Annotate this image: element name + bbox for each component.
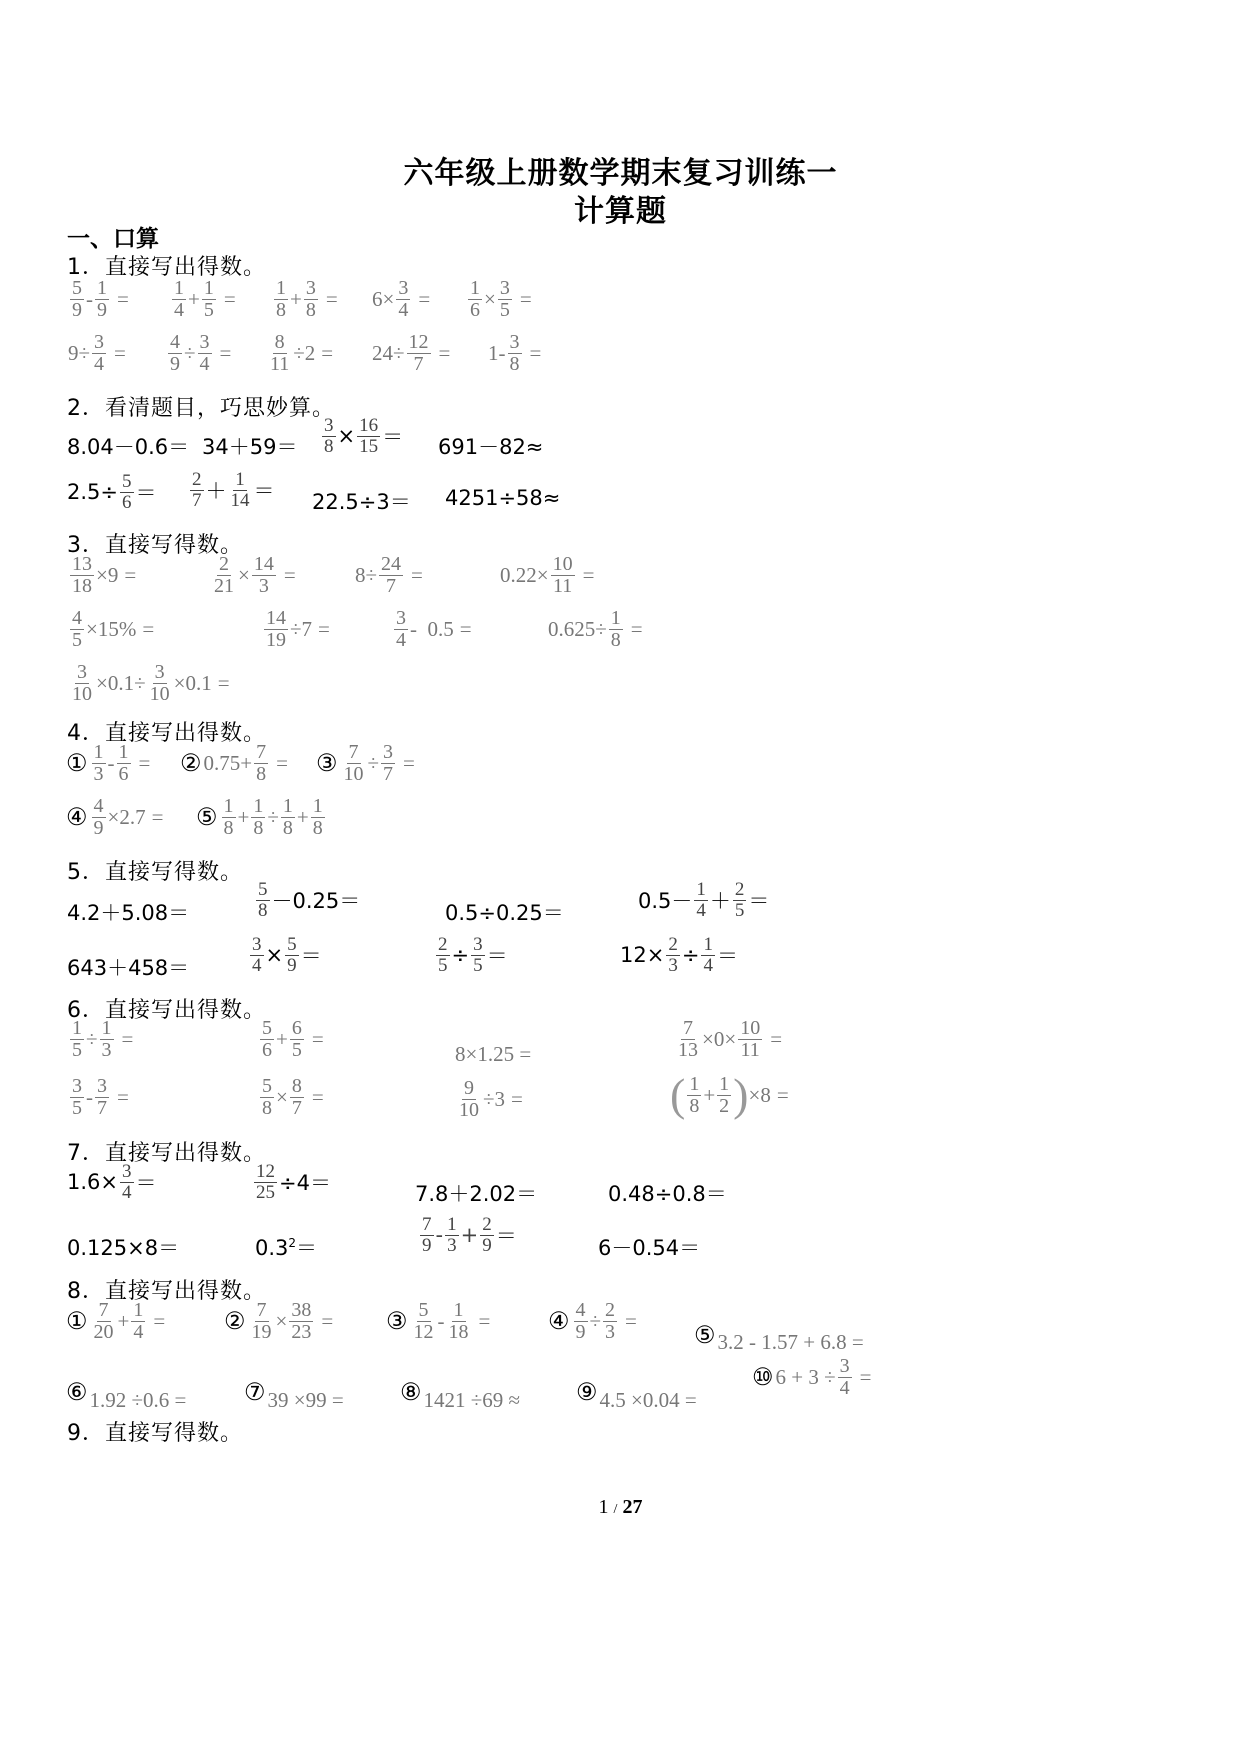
q8-item-1: ① $\frac{7}{20}$ + $\frac{1}{4}$ =: [66, 1299, 166, 1343]
q1-item-2: $\frac{1}{4}$ + $\frac{1}{5}$ =: [174, 277, 236, 321]
q8-item-3: ③ $\frac{5}{12}$ - $\frac{1}{18}$ =: [386, 1299, 491, 1343]
q8-item-4: ④ $\frac{4}{9}$ ÷ $\frac{2}{3}$ =: [548, 1299, 637, 1343]
q8-item-9: ⑨ 4.5 ×0.04 =: [576, 1380, 697, 1412]
q1-item-8: $\frac{8}{11}$ ÷2 =: [270, 331, 334, 375]
q5-item-5: 643＋458＝: [67, 956, 190, 980]
q8-item-8: ⑧ 1421 ÷69 ≈: [400, 1380, 521, 1412]
q7-item-3: 7.8＋2.02＝: [415, 1182, 538, 1206]
q1-item-9: 24 ÷ $\frac{12}{7}$ =: [372, 331, 451, 375]
question-7-label: 7．直接写出得数。: [67, 1141, 266, 1166]
q2-item-3: $\frac{3}{8}$ × $\frac{16}{15}$ ＝: [324, 415, 404, 457]
q4-item-5: ⑤ $\frac{1}{8}$ + $\frac{1}{8}$ ÷ $\frac{1}{8}$ + $\frac{1}{8}$: [196, 795, 323, 839]
q7-item-4: 0.48÷0.8＝: [608, 1182, 727, 1206]
q3-item-2: $\frac{2}{21}$ × $\frac{14}{3}$ =: [214, 553, 296, 597]
q8-item-5: ⑤ 3.2 - 1.57 + 6.8 =: [694, 1323, 864, 1354]
question-9-label: 9．直接写得数。: [67, 1421, 243, 1446]
q1-item-1: $\frac{5}{9}$ - $\frac{1}{9}$ =: [72, 277, 129, 321]
q4-item-2: ② 0.75 + $\frac{7}{8}$ =: [180, 741, 288, 785]
q5-item-2: $\frac{5}{8}$ －0.25＝: [258, 879, 361, 921]
q8-item-2: ② $\frac{7}{19}$ × $\frac{38}{23}$ =: [224, 1299, 334, 1343]
question-5-label: 5．直接写得数。: [67, 860, 243, 885]
section-heading: 一、口算: [67, 226, 159, 252]
q8-item-10: ⑩ 6 + 3 ÷ $\frac{3}{4}$ =: [752, 1355, 872, 1399]
q2-item-1: 8.04－0.6＝: [67, 435, 190, 459]
question-2-label: 2．看清题目，巧思妙算。: [67, 396, 335, 421]
q6-item-2: $\frac{5}{6}$ + $\frac{6}{5}$ =: [262, 1017, 324, 1061]
q5-item-4: 0.5－ $\frac{1}{4}$ ＋ $\frac{2}{5}$ ＝: [638, 879, 770, 921]
q3-item-3: 8 ÷ $\frac{24}{7}$ =: [355, 553, 423, 597]
right-paren: ): [733, 1069, 749, 1120]
left-paren: (: [670, 1069, 686, 1120]
q2-item-4: 691－82≈: [438, 435, 544, 459]
q5-item-1: 4.2＋5.08＝: [67, 901, 190, 925]
q1-item-10: 1 - $\frac{3}{8}$ =: [488, 331, 542, 375]
question-8-label: 8．直接写出得数。: [67, 1279, 266, 1304]
q2-item-6: $\frac{2}{7}$ ＋ $\frac{1}{14}$ ＝: [192, 469, 275, 511]
q2-item-5: 2.5÷ $\frac{5}{6}$ ＝: [67, 471, 157, 513]
q4-item-4: ④ $\frac{4}{9}$ ×2.7 =: [66, 795, 164, 839]
q6-item-6: $\frac{5}{8}$ × $\frac{8}{7}$ =: [262, 1075, 324, 1119]
q3-item-5: $\frac{4}{5}$ ×15% =: [72, 607, 155, 651]
question-4-label: 4．直接写出得数。: [67, 721, 266, 746]
q6-item-7: $\frac{9}{10}$ ÷3 =: [459, 1077, 523, 1121]
q8-item-6: ⑥ 1.92 ÷0.6 =: [66, 1380, 187, 1412]
q3-item-8: 0.625 ÷ $\frac{1}{8}$ =: [548, 607, 643, 651]
q3-item-4: 0.22 × $\frac{10}{11}$ =: [500, 553, 595, 597]
q3-item-1: $\frac{13}{18}$ ×9 =: [72, 553, 137, 597]
q6-item-8: ( $\frac{1}{8}$ + $\frac{1}{2}$ ) ×8 =: [670, 1069, 789, 1120]
q4-item-1: ① $\frac{1}{3}$ - $\frac{1}{6}$ =: [66, 741, 151, 785]
page-subtitle: 计算题: [574, 194, 667, 229]
q7-item-1: 1.6× $\frac{3}{4}$ ＝: [67, 1161, 157, 1203]
q3-item-9: $\frac{3}{10}$ ×0.1÷ $\frac{3}{10}$ ×0.1 =: [72, 661, 230, 705]
q1-item-3: $\frac{1}{8}$ + $\frac{3}{8}$ =: [276, 277, 338, 321]
question-6-label: 6．直接写出得数。: [67, 998, 266, 1023]
q5-item-3: 0.5÷0.25＝: [445, 901, 564, 925]
q3-item-7: $\frac{3}{4}$ - 0.5 =: [396, 607, 472, 651]
q7-item-8: 6－0.54＝: [598, 1236, 701, 1260]
q7-item-7: $\frac{7}{9}$ - $\frac{1}{3}$ + $\frac{2}{9}$ ＝: [422, 1214, 517, 1256]
q1-item-4: 6 × $\frac{3}{4}$ =: [372, 277, 431, 321]
q6-item-4: $\frac{7}{13}$ ×0× $\frac{10}{11}$ =: [678, 1017, 783, 1061]
q7-item-6: $0.3^2=$: [255, 1236, 318, 1260]
q6-item-3: 8×1.25 =: [455, 1042, 532, 1066]
q5-item-6: $\frac{3}{4}$ × $\frac{5}{9}$ ＝: [252, 934, 322, 976]
q7-item-5: 0.125×8＝: [67, 1236, 180, 1260]
page-title: 六年级上册数学期末复习训练一: [403, 156, 838, 191]
q8-item-7: ⑦ 39 ×99 =: [244, 1380, 344, 1412]
q1-item-7: $\frac{4}{9}$ ÷ $\frac{3}{4}$ =: [170, 331, 232, 375]
question-3-label: 3．直接写得数。: [67, 533, 243, 558]
q1-item-6: 9 ÷ $\frac{3}{4}$ =: [68, 331, 126, 375]
q1-item-5: $\frac{1}{6}$ × $\frac{3}{5}$ =: [470, 277, 532, 321]
q5-item-7: $\frac{2}{5}$ ÷ $\frac{3}{5}$ ＝: [438, 934, 508, 976]
q6-item-1: $\frac{1}{5}$ ÷ $\frac{1}{3}$ =: [72, 1017, 134, 1061]
q4-item-3: ③ $\frac{7}{10}$ ÷ $\frac{3}{7}$ =: [316, 741, 415, 785]
q6-item-5: $\frac{3}{5}$ - $\frac{3}{7}$ =: [72, 1075, 129, 1119]
q5-item-8: 12× $\frac{2}{3}$ ÷ $\frac{1}{4}$ ＝: [620, 934, 738, 976]
q2-item-8: 4251÷58≈: [445, 486, 561, 510]
q2-item-7: 22.5÷3＝: [312, 490, 411, 514]
q7-item-2: $\frac{12}{25}$ ÷4＝: [256, 1161, 331, 1203]
page-number: 1 / 27: [598, 1496, 643, 1518]
question-1-label: 1．直接写出得数。: [67, 255, 266, 280]
q3-item-6: $\frac{14}{19}$ ÷7 =: [266, 607, 330, 651]
q2-item-2: 34＋59＝: [202, 435, 298, 459]
